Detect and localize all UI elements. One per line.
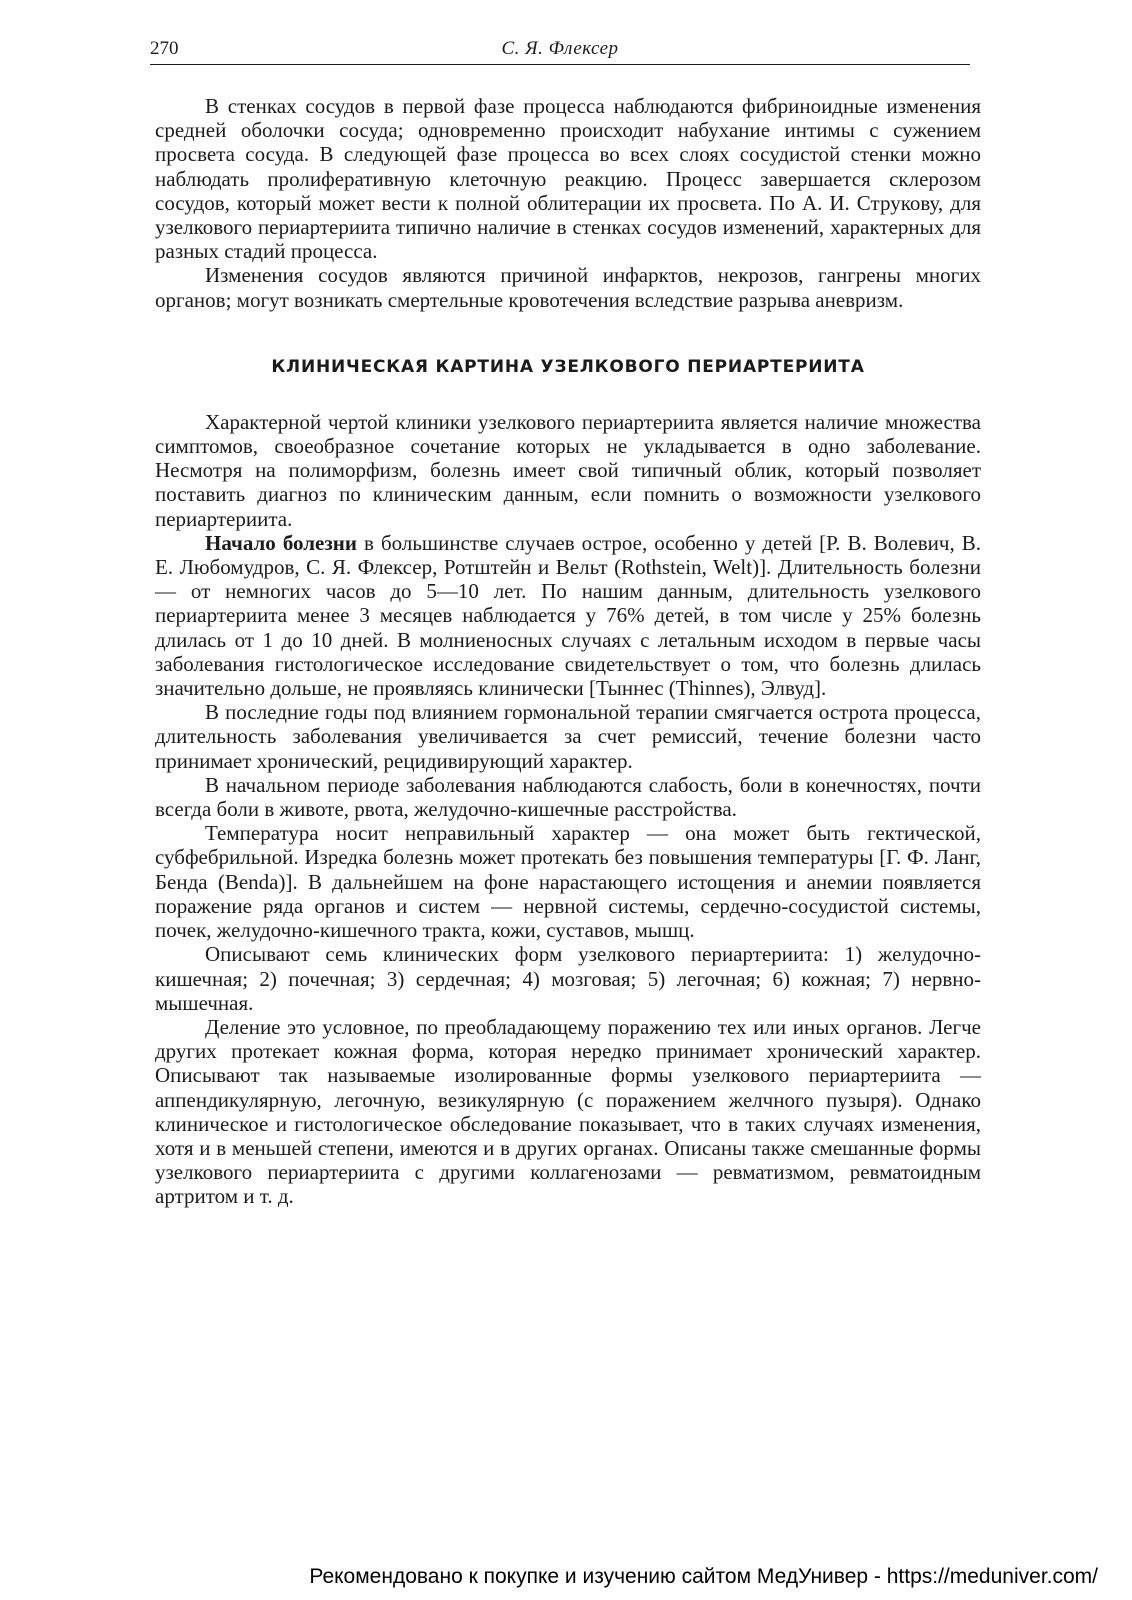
- paragraph: Характерной чертой клиники узелкового периартериита является наличие множества симптомов, своеобразное сочетание которых не укладывается в одно заболевание. Несмотря на полиморфизм, болезнь имеет свой типичный облик, который позволяет поставить диагноз по клиническим данным, если помнить о возможности узелкового периартериита.: [155, 409, 981, 531]
- paragraph: Температура носит неправильный характер — она может быть гектической, субфебрильной. Изредка болезнь может протекать без повышения температуры [Г. Ф. Ланг, Бенда (Benda)]. В дальнейшем на фоне нарастающего истощения и анемии появляется поражение ряда органов и систем — нервной системы, сердечно-сосудистой системы, почек, желудочно-кишечного тракта, кожи, суставов, мышц.: [155, 821, 981, 943]
- run-in-heading: Начало болезни: [205, 530, 358, 555]
- header-rule: [150, 64, 970, 65]
- paragraph: В начальном периоде заболевания наблюдаются слабость, боли в конечностях, почти всегда боли в животе, рвота, желудочно-кишечные расстройства.: [155, 772, 981, 822]
- page-number: 270: [150, 38, 179, 59]
- paragraph: В последние годы под влиянием гормональной терапии смягчается острота процесса, длительность заболевания увеличивается за счет ремиссий, течение болезни часто принимает хронический, рецидивирующий характер.: [155, 700, 981, 773]
- paragraph: В стенках сосудов в первой фазе процесса наблюдаются фибриноидные изменения средней оболочки сосуда; одновременно происходит набухание интимы с сужением просвета сосуда. В следующей фазе процесса во всех слоях сосудистой стенки можно наблюдать пролиферативную клеточную реакцию. Процесс завершается склерозом сосудов, который может вести к полной облитерации их просвета. По А. И. Струкову, для узелкового периартериита типично наличие в стенках сосудов изменений, характерных для разных стадий процесса.: [155, 94, 981, 264]
- paragraph-text: в большинстве случаев острое, особенно у детей [Р. В. Волевич, В. Е. Любомудров, С. Я. Флексер, Ротштейн и Вельт (Rothstein, Welt)]. Длительность болезни — от немногих часов до 5—10 лет. По нашим данным, длительность узелкового периартериита менее 3 месяцев наблюдается у 76% детей, в том числе у 25% болезнь длилась от 1 до 10 дней. В молниеносных случаях с летальным исходом в первые часы заболевания гистологическое исследование свидетельствует о том, что болезнь длилась значительно дольше, не проявляясь клинически [Тыннес (Thinnes), Элвуд].: [155, 530, 981, 701]
- paragraph: Деление это условное, по преобладающему поражению тех или иных органов. Легче других протекает кожная форма, которая нередко принимает хронический характер. Описывают так называемые изолированные формы узелкового периартериита — аппендикулярную, легочную, везикулярную (с поражением желчного пузыря). Однако клиническое и гистологическое обследование показывает, что в таких случаях изменения, хотя и в меньшей степени, имеются и в других органах. Описаны также смешанные формы узелкового периартериита с другими коллагенозами — ревматизмом, ревматоидным артритом и т. д.: [155, 1014, 981, 1209]
- header-author: С. Я. Флексер: [501, 38, 619, 59]
- paragraph-onset: [155, 531, 981, 700]
- paragraph: Изменения сосудов являются причиной инфарктов, некрозов, гангрены многих органов; могут возникать смертельные кровотечения вследствие разрыва аневризм.: [155, 263, 981, 312]
- running-head: [150, 36, 970, 62]
- section-heading: КЛИНИЧЕСКАЯ КАРТИНА УЗЕЛКОВОГО ПЕРИАРТЕРИИТА: [271, 356, 865, 377]
- body-text: [155, 94, 981, 1209]
- footer-recommendation: Рекомендовано к покупке и изучению сайтом МедУнивер - https://meduniver.com/: [309, 1565, 1098, 1588]
- paragraph: Описывают семь клинических форм узелкового периартериита: 1) желудочно-кишечная; 2) почечная; 3) сердечная; 4) мозговая; 5) легочная; 6) кожная; 7) нервно-мышечная.: [155, 942, 981, 1015]
